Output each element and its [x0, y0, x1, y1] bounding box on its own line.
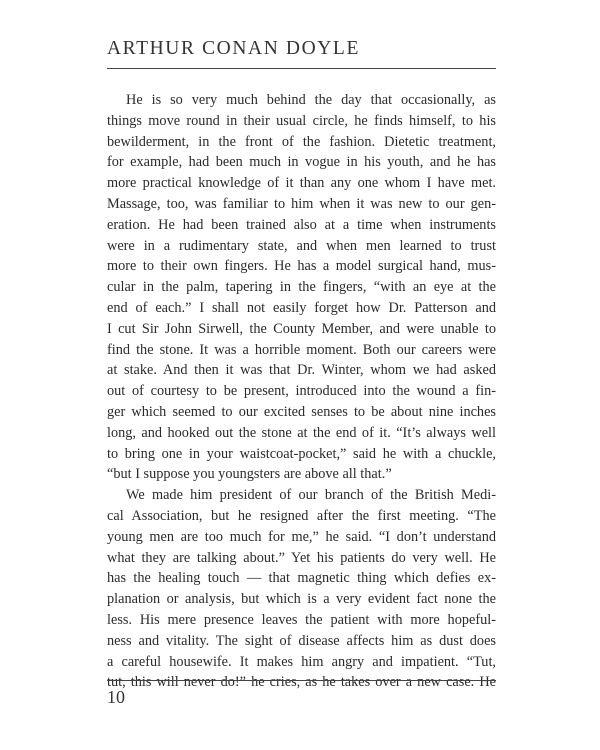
text-line: tut, this will never do!” he cries, as he takes over a new case. He [107, 674, 496, 691]
page-number: 10 [107, 687, 125, 707]
text-line: planation or analysis, but which is a very evident fact none the [107, 591, 496, 608]
text-line: young men are too much for me,” he said. “I don’t understand [107, 528, 496, 545]
body-text [107, 90, 496, 693]
text-line: less. His mere presence leaves the patient with more hopeful- [107, 611, 496, 628]
text-line: cular in the palm, tapering in the fingers, “with an eye at the [107, 279, 496, 296]
text-line: end of each.” I shall not easily forget how Dr. Patterson and [107, 299, 496, 316]
text-line: more to their own fingers. He has a model surgical hand, mus- [107, 258, 496, 275]
text-line: long, and hooked out the stone at the end of it. “It’s always well [107, 424, 496, 441]
text-line: He is so very much behind the day that occasionally, as [126, 92, 496, 108]
text-line: to bring one in your waistcoat-pocket,” said he with a chuckle, [107, 445, 496, 462]
text-line: I cut Sir John Sirwell, the County Member, and were unable to [107, 320, 496, 337]
text-line: for example, had been much in vogue in his youth, and he has [107, 154, 496, 171]
text-line: Massage, too, was familiar to him when it was new to our gen- [107, 195, 496, 212]
text-line: out of courtesy to be present, introduced into the wound a fin- [107, 383, 496, 400]
text-line: things move round in their usual circle, he finds himself, to his [107, 112, 496, 129]
footer-rule [107, 680, 496, 681]
running-head: ARTHUR CONAN DOYLE [107, 38, 360, 59]
text-line: more practical knowledge of it than any one whom I have met. [107, 175, 496, 192]
text-line: bewilderment, in the front of the fashion. Dietetic treatment, [107, 133, 496, 150]
text-line: were in a rudimentary state, and when men learned to trust [107, 237, 496, 254]
text-line: at stake. And then it was that Dr. Winter, whom we had asked [107, 362, 496, 379]
text-line: cal Association, but he resigned after the first meeting. “The [107, 507, 496, 524]
text-line: eration. He had been trained also at a time when instruments [107, 216, 496, 233]
header-rule [107, 68, 496, 69]
text-line: We made him president of our branch of the British Medi- [126, 487, 496, 504]
text-line: has the healing touch — that magnetic thing which defies ex- [107, 570, 496, 587]
text-line: “but I suppose you youngsters are above all that.” [107, 466, 392, 483]
text-line: ger which seemed to our excited senses to be about nine inches [107, 403, 496, 420]
text-line: find the stone. It was a horrible moment. Both our careers were [107, 341, 496, 358]
text-line: ness and vitality. The sight of disease affects him as dust does [107, 632, 496, 649]
text-line: what they are talking about.” Yet his patients do very well. He [107, 549, 496, 566]
text-line: a careful housewife. It makes him angry and impatient. “Tut, [107, 653, 496, 670]
